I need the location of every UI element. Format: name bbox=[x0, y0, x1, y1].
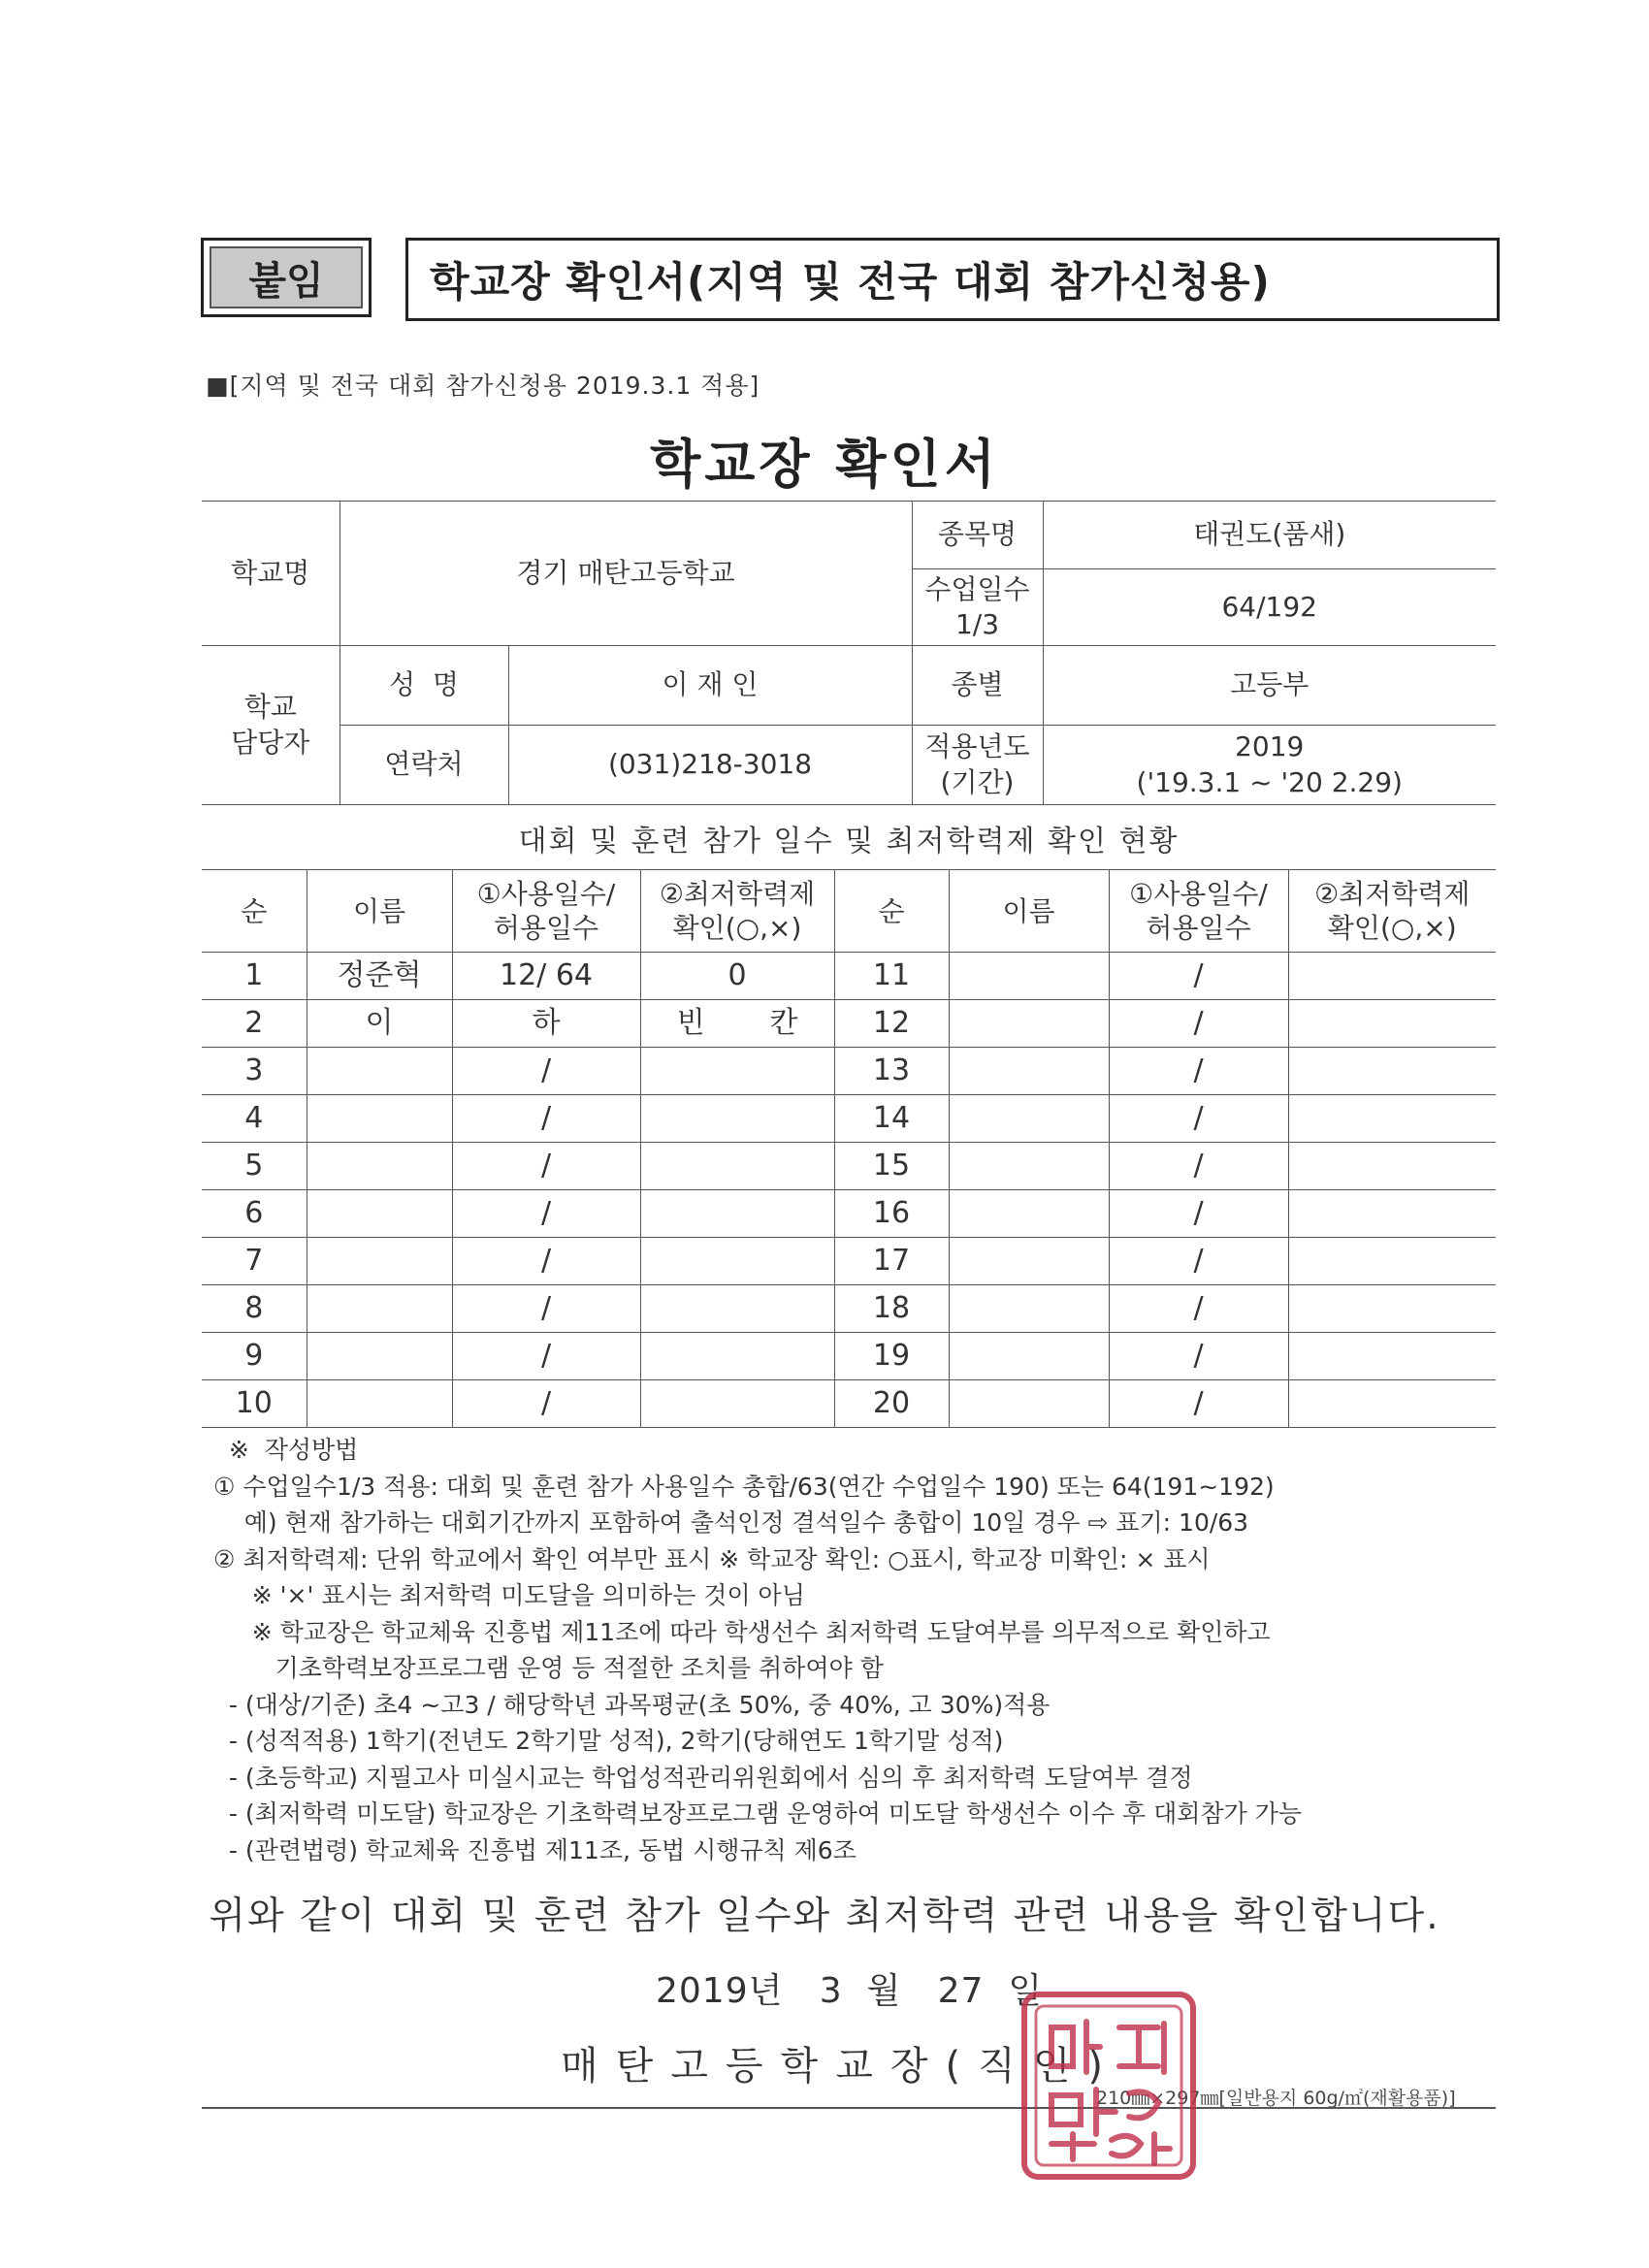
right-cell-days: / bbox=[1109, 953, 1288, 1000]
status-title: 대회 및 훈련 참가 일수 및 최저학력제 확인 현황 bbox=[518, 825, 1180, 859]
left-cell-days: / bbox=[452, 1380, 640, 1428]
left-cell-no: 4 bbox=[202, 1095, 307, 1143]
class-days-label-line1: 수업일수 bbox=[924, 572, 1030, 605]
left-cell-no: 5 bbox=[202, 1143, 307, 1190]
left-cell-name bbox=[307, 1048, 452, 1095]
header-no: 순 bbox=[202, 870, 307, 953]
principal-signature-line: 매탄고등학교장(직인) bbox=[561, 2044, 1120, 2089]
header-name: 이름 bbox=[307, 870, 452, 953]
division-label: 종별 bbox=[912, 646, 1043, 726]
right-cell-days: / bbox=[1109, 1333, 1288, 1380]
confirmation-statement: 위와 같이 대회 및 훈련 참가 일수와 최저학력 관련 내용을 확인합니다. bbox=[209, 1895, 1440, 1938]
header-name-right: 이름 bbox=[949, 870, 1109, 953]
paper-spec-note: 210㎜×297㎜[일반용지 60g/㎡(재활용품)] bbox=[1096, 2088, 1456, 2109]
right-cell-no: 11 bbox=[834, 953, 949, 1000]
event-label: 종목명 bbox=[912, 502, 1043, 569]
name-value: 이 재 인 bbox=[508, 646, 912, 726]
official-seal-stamp bbox=[1018, 1989, 1199, 2183]
header-check-right-line1: ②최저학력제 bbox=[1314, 878, 1471, 910]
right-cell-days: / bbox=[1109, 1190, 1288, 1238]
manager-label-line1: 학교 bbox=[243, 691, 297, 724]
left-cell-check bbox=[640, 1095, 834, 1143]
right-cell-check bbox=[1288, 1095, 1496, 1143]
right-cell-check bbox=[1288, 1000, 1496, 1048]
school-value: 경기 매탄고등학교 bbox=[340, 502, 912, 646]
attachment-tag bbox=[201, 238, 372, 317]
left-cell-no: 8 bbox=[202, 1285, 307, 1333]
contact-label: 연락처 bbox=[340, 726, 508, 805]
left-cell-no: 2 bbox=[202, 1000, 307, 1048]
year-value bbox=[1043, 726, 1496, 805]
note-line: ※ 작성방법 bbox=[213, 1436, 359, 1464]
school-label: 학교명 bbox=[202, 502, 340, 646]
left-cell-days: / bbox=[452, 1333, 640, 1380]
left-cell-check bbox=[640, 1285, 834, 1333]
left-cell-check: 빈 칸 bbox=[640, 1000, 834, 1048]
class-days-label bbox=[912, 569, 1043, 646]
page-title: 학교장 확인서 bbox=[650, 434, 999, 495]
header-check-right bbox=[1288, 870, 1496, 953]
contact-value: (031)218-3018 bbox=[508, 726, 912, 805]
note-line: - (관련법령) 학교체육 진흥법 제11조, 동법 시행규칙 제6조 bbox=[213, 1835, 857, 1864]
issue-date: 2019년 3 월 27 일 bbox=[656, 1971, 1044, 2011]
right-cell-check bbox=[1288, 1380, 1496, 1428]
table-row bbox=[202, 1238, 1496, 1285]
left-cell-days: 12/ 64 bbox=[452, 953, 640, 1000]
header-days-line2: 허용일수 bbox=[493, 912, 599, 944]
note-line: - (성적적용) 1학기(전년도 2학기말 성적), 2학기(당해연도 1학기말 성적) bbox=[213, 1727, 1004, 1755]
header-no-right: 순 bbox=[834, 870, 949, 953]
right-cell-name bbox=[949, 1285, 1109, 1333]
apply-note: ■[지역 및 전국 대회 참가신청용 2019.3.1 적용] bbox=[206, 372, 760, 400]
participants-table bbox=[202, 869, 1496, 1428]
table-row bbox=[202, 1000, 1496, 1048]
left-cell-check bbox=[640, 1190, 834, 1238]
left-cell-no: 6 bbox=[202, 1190, 307, 1238]
year-label bbox=[912, 726, 1043, 805]
table-row bbox=[202, 1048, 1496, 1095]
event-value: 태권도(품새) bbox=[1043, 502, 1496, 569]
table-row bbox=[202, 1285, 1496, 1333]
note-line: ① 수업일수1/3 적용: 대회 및 훈련 참가 사용일수 총합/63(연간 수업일수 190) 또는 64(191~192) bbox=[213, 1472, 1275, 1501]
right-cell-check bbox=[1288, 1285, 1496, 1333]
note-line: ② 최저학력제: 단위 학교에서 확인 여부만 표시 ※ 학교장 확인: ○표시, 학교장 미확인: × 표시 bbox=[213, 1544, 1211, 1573]
document-title-box bbox=[405, 238, 1500, 321]
header-check-line2: 확인(○,×) bbox=[672, 912, 802, 944]
left-cell-days: / bbox=[452, 1190, 640, 1238]
name-label: 성 명 bbox=[340, 646, 508, 726]
table-row bbox=[202, 1095, 1496, 1143]
right-cell-name bbox=[949, 1000, 1109, 1048]
right-cell-name bbox=[949, 1333, 1109, 1380]
writing-instructions bbox=[213, 1432, 1513, 1868]
left-cell-name: 이 bbox=[307, 1000, 452, 1048]
left-cell-name bbox=[307, 1380, 452, 1428]
note-line: ※ 학교장은 학교체육 진흥법 제11조에 따라 학생선수 최저학력 도달여부를 의무적으로 확인하고 bbox=[213, 1617, 1271, 1646]
class-days-label-line2: 1/3 bbox=[954, 608, 1000, 640]
right-cell-name bbox=[949, 953, 1109, 1000]
year-label-line2: (기간) bbox=[940, 765, 1015, 798]
right-cell-name bbox=[949, 1143, 1109, 1190]
right-cell-no: 17 bbox=[834, 1238, 949, 1285]
left-cell-days: / bbox=[452, 1095, 640, 1143]
note-line: - (대상/기준) 초4 ~고3 / 해당학년 과목평균(초 50%, 중 40%, 고 30%)적용 bbox=[213, 1690, 1051, 1719]
school-info-table bbox=[202, 501, 1496, 805]
note-line: 기초학력보장프로그램 운영 등 적절한 조치를 취하여야 함 bbox=[213, 1654, 884, 1682]
right-cell-days: / bbox=[1109, 1143, 1288, 1190]
left-cell-no: 9 bbox=[202, 1333, 307, 1380]
left-cell-name bbox=[307, 1190, 452, 1238]
right-cell-days: / bbox=[1109, 1238, 1288, 1285]
left-cell-no: 1 bbox=[202, 953, 307, 1000]
header-days-right bbox=[1109, 870, 1288, 953]
left-cell-days: / bbox=[452, 1048, 640, 1095]
right-cell-check bbox=[1288, 1333, 1496, 1380]
left-cell-name bbox=[307, 1333, 452, 1380]
class-days-value: 64/192 bbox=[1043, 569, 1496, 646]
left-cell-days: 하 bbox=[452, 1000, 640, 1048]
right-cell-days: / bbox=[1109, 1285, 1288, 1333]
note-line: 예) 현재 참가하는 대회기간까지 포함하여 출석인정 결석일수 총합이 10일 경우 ⇨ 표기: 10/63 bbox=[213, 1508, 1249, 1537]
right-cell-name bbox=[949, 1095, 1109, 1143]
right-cell-check bbox=[1288, 1143, 1496, 1190]
header-days-right-line2: 허용일수 bbox=[1146, 912, 1251, 944]
manager-label bbox=[202, 646, 340, 805]
right-cell-no: 20 bbox=[834, 1380, 949, 1428]
table-row bbox=[202, 1190, 1496, 1238]
left-cell-check: 0 bbox=[640, 953, 834, 1000]
left-cell-check bbox=[640, 1143, 834, 1190]
division-value: 고등부 bbox=[1043, 646, 1496, 726]
left-cell-check bbox=[640, 1333, 834, 1380]
left-cell-no: 10 bbox=[202, 1380, 307, 1428]
left-cell-name bbox=[307, 1095, 452, 1143]
right-cell-no: 16 bbox=[834, 1190, 949, 1238]
right-cell-name bbox=[949, 1238, 1109, 1285]
right-cell-no: 18 bbox=[834, 1285, 949, 1333]
right-cell-name bbox=[949, 1190, 1109, 1238]
right-cell-check bbox=[1288, 1190, 1496, 1238]
left-cell-days: / bbox=[452, 1238, 640, 1285]
header-check-line1: ②최저학력제 bbox=[659, 878, 816, 910]
right-cell-name bbox=[949, 1048, 1109, 1095]
left-cell-check bbox=[640, 1048, 834, 1095]
header-check bbox=[640, 870, 834, 953]
left-cell-check bbox=[640, 1380, 834, 1428]
right-cell-days: / bbox=[1109, 1000, 1288, 1048]
header-check-right-line2: 확인(○,×) bbox=[1327, 912, 1457, 944]
header-days bbox=[452, 870, 640, 953]
left-cell-check bbox=[640, 1238, 834, 1285]
header-days-line1: ①사용일수/ bbox=[476, 878, 616, 910]
right-cell-days: / bbox=[1109, 1095, 1288, 1143]
right-cell-no: 19 bbox=[834, 1333, 949, 1380]
left-cell-no: 3 bbox=[202, 1048, 307, 1095]
table-row bbox=[202, 1333, 1496, 1380]
year-value-line1: 2019 bbox=[1235, 730, 1305, 763]
right-cell-no: 15 bbox=[834, 1143, 949, 1190]
table-row bbox=[202, 1143, 1496, 1190]
left-cell-days: / bbox=[452, 1285, 640, 1333]
document-title: 학교장 확인서(지역 및 전국 대회 참가신청용) bbox=[430, 258, 1271, 306]
header-days-right-line1: ①사용일수/ bbox=[1129, 878, 1268, 910]
note-line: - (초등학교) 지필고사 미실시교는 학업성적관리위원회에서 심의 후 최저학력 도달여부 결정 bbox=[213, 1763, 1193, 1792]
left-cell-name: 정준혁 bbox=[307, 953, 452, 1000]
attachment-tag-label: 붙임 bbox=[210, 246, 363, 308]
right-cell-days: / bbox=[1109, 1048, 1288, 1095]
left-cell-days: / bbox=[452, 1143, 640, 1190]
table-row bbox=[202, 953, 1496, 1000]
right-cell-no: 14 bbox=[834, 1095, 949, 1143]
left-cell-name bbox=[307, 1143, 452, 1190]
right-cell-check bbox=[1288, 1048, 1496, 1095]
right-cell-no: 12 bbox=[834, 1000, 949, 1048]
note-line: - (최저학력 미도달) 학교장은 기초학력보장프로그램 운영하여 미도달 학생선수 이수 후 대회참가 가능 bbox=[213, 1799, 1302, 1828]
note-line: ※ '×' 표시는 최저학력 미도달을 의미하는 것이 아님 bbox=[213, 1581, 805, 1609]
table-row bbox=[202, 1380, 1496, 1428]
year-value-line2: ('19.3.1 ~ '20 2.29) bbox=[1136, 765, 1403, 798]
left-cell-no: 7 bbox=[202, 1238, 307, 1285]
right-cell-no: 13 bbox=[834, 1048, 949, 1095]
participants-header-row bbox=[202, 870, 1496, 953]
right-cell-check bbox=[1288, 953, 1496, 1000]
left-cell-name bbox=[307, 1238, 452, 1285]
year-label-line1: 적용년도 bbox=[924, 730, 1030, 763]
right-cell-days: / bbox=[1109, 1380, 1288, 1428]
right-cell-check bbox=[1288, 1238, 1496, 1285]
left-cell-name bbox=[307, 1285, 452, 1333]
right-cell-name bbox=[949, 1380, 1109, 1428]
manager-label-line2: 담당자 bbox=[231, 726, 310, 759]
participants-body bbox=[202, 953, 1496, 1428]
